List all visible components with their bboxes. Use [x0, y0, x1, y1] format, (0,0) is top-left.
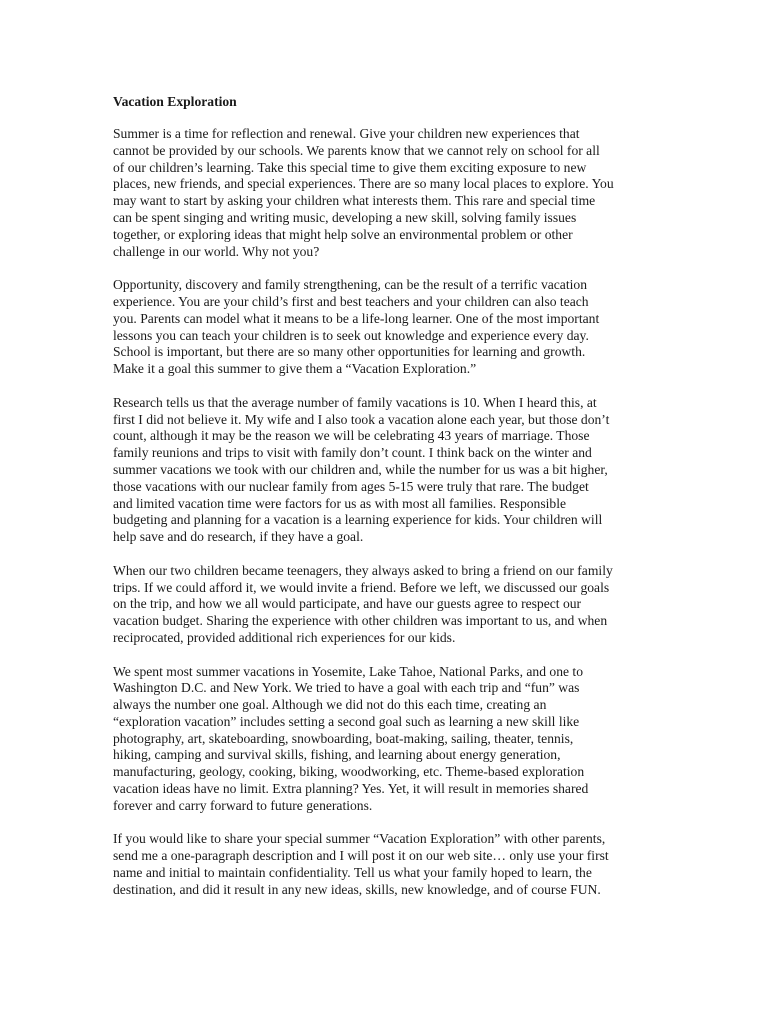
text-line: Research tells us that the average number of family vacations is 10. When I heard this, at	[113, 394, 597, 410]
text-line: send me a one-paragraph description and I will post it on our web site… only use your first	[113, 848, 609, 864]
text-line: name and initial to maintain confidentiality. Tell us what your family hoped to learn, the	[113, 865, 592, 881]
text-line: photography, art, skateboarding, snowboarding, boat-making, sailing, theater, tennis,	[113, 730, 574, 746]
text-line: experience. You are your child’s first and best teachers and your children can also teach	[113, 293, 589, 309]
paragraph-6	[113, 831, 661, 898]
text-line: Opportunity, discovery and family strengthening, can be the result of a terrific vacation	[113, 277, 587, 293]
text-line: and limited vacation time were factors for us as with most all families. Responsible	[113, 495, 567, 511]
text-line: you. Parents can model what it means to be a life-long learner. One of the most important	[113, 310, 600, 326]
text-line: School is important, but there are so many other opportunities for learning and growth.	[113, 344, 586, 360]
text-line: vacation ideas have no limit. Extra planning? Yes. Yet, it will result in memories shared	[113, 781, 589, 797]
text-line: reciprocated, provided additional rich experiences for our kids.	[113, 629, 456, 645]
document-title: Vacation Exploration	[113, 94, 237, 109]
text-line: can be spent singing and writing music, developing a new skill, solving family issues	[113, 209, 577, 225]
text-line: count, although it may be the reason we will be celebrating 43 years of marriage. Those	[113, 428, 590, 444]
text-line: first I did not believe it. My wife and I also took a vacation alone each year, but those don’t	[113, 411, 610, 427]
text-line: challenge in our world. Why not you?	[113, 243, 320, 259]
paragraph-2	[113, 277, 661, 378]
text-line: always the number one goal. Although we did not do this each time, creating an	[113, 697, 547, 713]
text-line: vacation budget. Sharing the experience with other children was important to us, and when	[113, 613, 608, 629]
text-line: We spent most summer vacations in Yosemite, Lake Tahoe, National Parks, and one to	[113, 663, 583, 679]
text-line: budgeting and planning for a vacation is a learning experience for kids. Your children will	[113, 512, 603, 528]
text-line: cannot be provided by our schools. We parents know that we cannot rely on school for all	[113, 142, 600, 158]
text-line: places, new friends, and special experiences. There are so many local places to explore. You	[113, 176, 614, 192]
text-line: Make it a goal this summer to give them a “Vacation Exploration.”	[113, 361, 477, 377]
paragraph-4	[113, 563, 661, 647]
text-line: may want to start by asking your children what interests them. This rare and special time	[113, 193, 596, 209]
text-line: hiking, camping and survival skills, fishing, and learning about energy generation,	[113, 747, 561, 763]
document-body	[113, 126, 661, 899]
text-line: those vacations with our nuclear family from ages 5-15 were truly that rare. The budget	[113, 478, 589, 494]
text-line: together, or exploring ideas that might help solve an environmental problem or other	[113, 226, 573, 242]
text-line: summer vacations we took with our children and, while the number for us was a bit higher,	[113, 461, 608, 477]
text-line: lessons you can teach your children is to seek out knowledge and experience every day.	[113, 327, 589, 343]
text-line: “exploration vacation” includes setting a second goal such as learning a new skill like	[113, 713, 580, 729]
text-line: family reunions and trips to visit with family don’t count. I think back on the winter and	[113, 445, 592, 461]
text-line: forever and carry forward to future generations.	[113, 797, 373, 813]
text-line: destination, and did it result in any new ideas, skills, new knowledge, and of course FUN.	[113, 881, 601, 897]
text-line: manufacturing, geology, cooking, biking, woodworking, etc. Theme-based exploration	[113, 764, 585, 780]
paragraph-3	[113, 395, 661, 546]
document-page	[113, 93, 661, 915]
text-line: help save and do research, if they have a goal.	[113, 529, 364, 545]
text-line: of our children’s learning. Take this special time to give them exciting exposure to new	[113, 159, 587, 175]
text-line: on the trip, and how we all would participate, and have our guests agree to respect our	[113, 596, 582, 612]
text-line: If you would like to share your special summer “Vacation Exploration” with other parents,	[113, 831, 606, 847]
text-line: Washington D.C. and New York. We tried to have a goal with each trip and “fun” was	[113, 680, 580, 696]
paragraph-1	[113, 126, 661, 260]
text-line: When our two children became teenagers, they always asked to bring a friend on our family	[113, 562, 613, 578]
text-line: trips. If we could afford it, we would invite a friend. Before we left, we discussed our goals	[113, 579, 610, 595]
text-line: Summer is a time for reflection and renewal. Give your children new experiences that	[113, 126, 580, 141]
paragraph-5	[113, 664, 661, 815]
